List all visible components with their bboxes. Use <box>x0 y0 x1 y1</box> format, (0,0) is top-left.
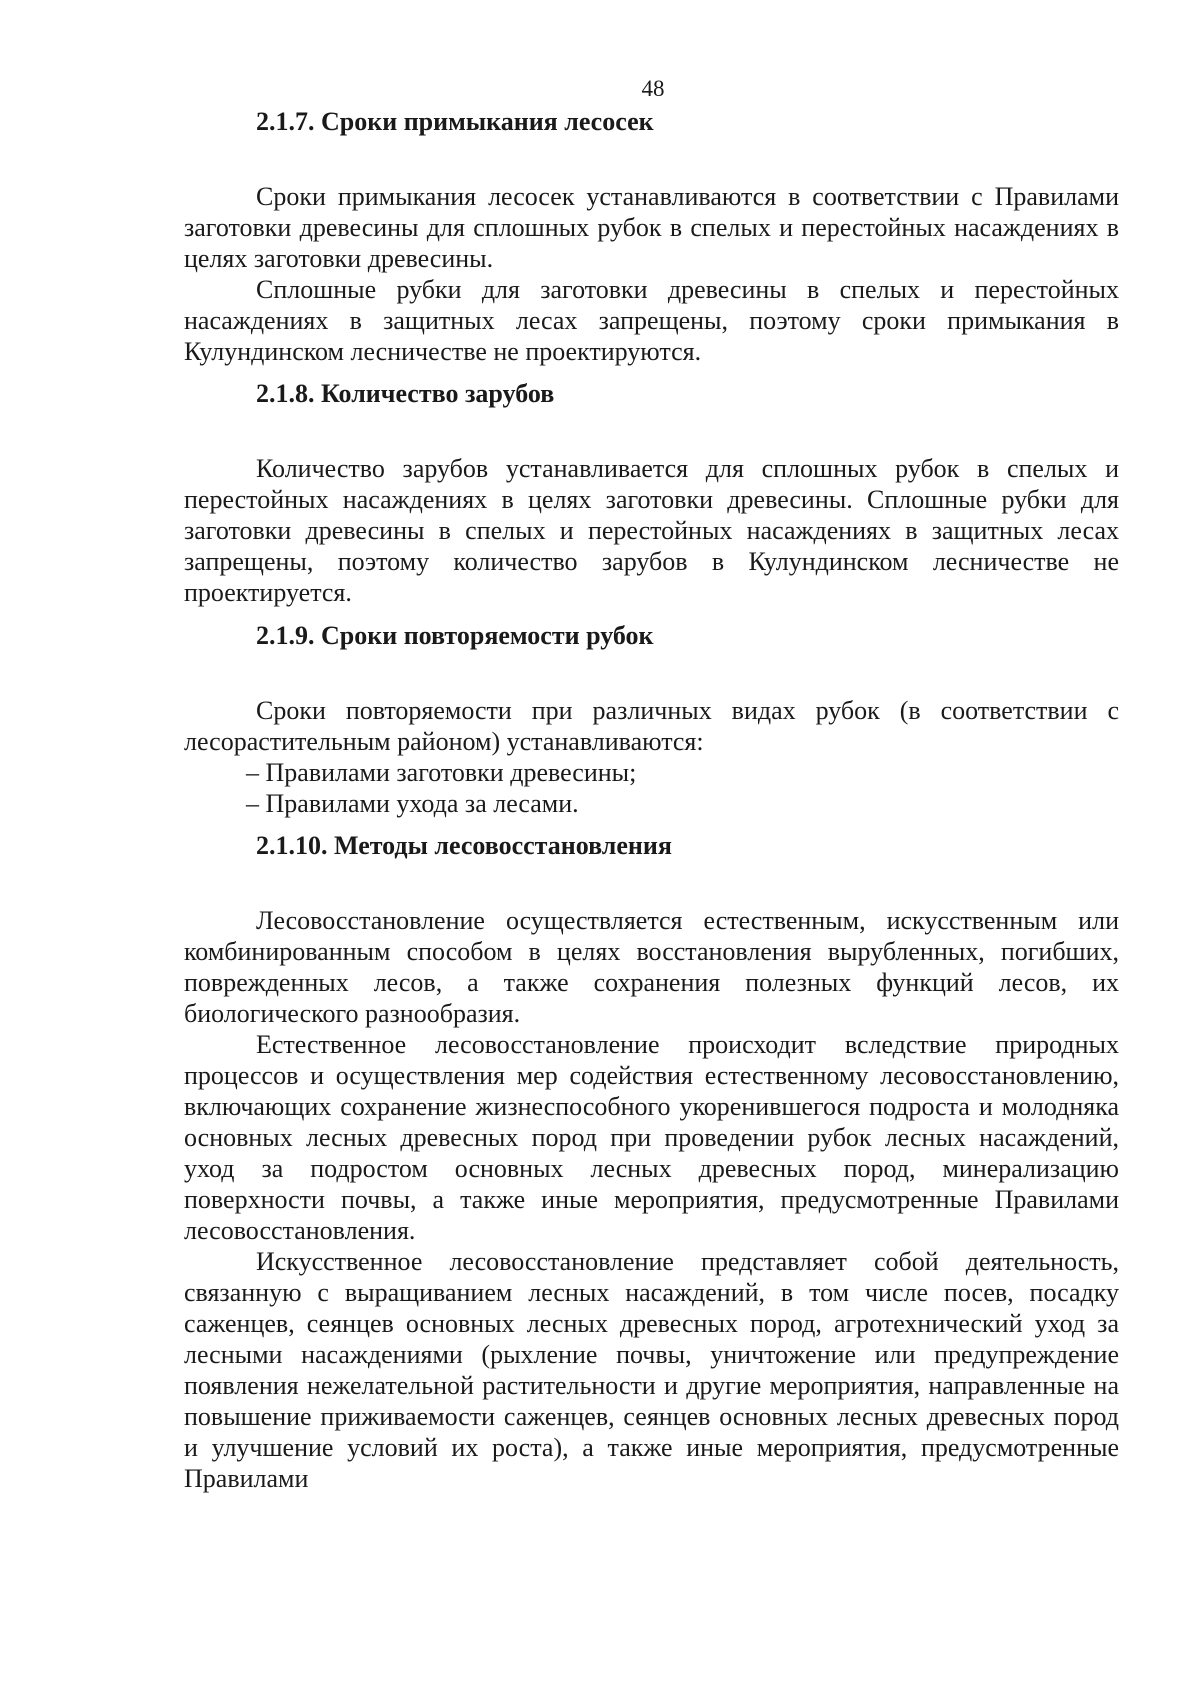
page-number: 48 <box>641 76 665 101</box>
section-2-1-9 <box>184 620 1119 819</box>
section-2-1-8 <box>184 378 1119 608</box>
paragraph: Лесовосстановление осуществляется естественным, искусственным или комбинированным способом в целях восстановления вырубленных, погибших, поврежденных лесов, а также сохранения полезных функций лесов, их биологического разнообразия. <box>184 906 1119 1028</box>
list-item: – Правилами заготовки древесины; <box>246 758 637 787</box>
section-2-1-7 <box>184 106 1119 367</box>
section-2-1-10 <box>184 830 1119 1494</box>
paragraph: Сроки повторяемости при различных видах рубок (в соответствии с лесорастительным районом) устанавливаются: <box>184 696 1119 756</box>
section-heading: 2.1.7. Сроки примыкания лесосек <box>256 107 654 136</box>
paragraph: Искусственное лесовосстановление представляет собой деятельность, связанную с выращиванием лесных насаждений, в том числе посев, посадку саженцев, сеянцев основных лесных древесных пород, агротехнический уход за лесными насаждениями (рыхление почвы, уничтожение или предупреждение появления нежелательной растительности и другие мероприятия, направленные на повышение приживаемости саженцев, сеянцев основных лесных древесных пород и улучшение условий их роста), а также иные мероприятия, предусмотренные Правилами <box>184 1247 1119 1493</box>
list-item: – Правилами ухода за лесами. <box>246 789 579 818</box>
paragraph: Сроки примыкания лесосек устанавливаются в соответствии с Правилами заготовки древесины для сплошных рубок в спелых и перестойных насаждениях в целях заготовки древесины. <box>184 182 1119 273</box>
paragraph: Естественное лесовосстановление происходит вследствие природных процессов и осуществления мер содействия естественному лесовосстановлению, включающих сохранение жизнеспособного укоренившегося подроста и молодняка основных лесных древесных пород при проведении рубок лесных насаждений, уход за подростом основных лесных древесных пород, минерализацию поверхности почвы, а также иные мероприятия, предусмотренные Правилами лесовосстановления. <box>184 1030 1119 1245</box>
paragraph: Сплошные рубки для заготовки древесины в спелых и перестойных насаждениях в защитных лесах запрещены, поэтому сроки примыкания в Кулундинском лесничестве не проектируются. <box>184 275 1119 366</box>
section-heading: 2.1.8. Количество зарубов <box>256 379 555 408</box>
paragraph: Количество зарубов устанавливается для сплошных рубок в спелых и перестойных насаждениях в целях заготовки древесины. Сплошные рубки для заготовки древесины в спелых и перестойных насаждениях в защитных лесах запрещены, поэтому количество зарубов в Кулундинском лесничестве не проектируется. <box>184 454 1119 607</box>
section-heading: 2.1.10. Методы лесовосстановления <box>256 831 672 860</box>
section-heading: 2.1.9. Сроки повторяемости рубок <box>256 621 654 650</box>
